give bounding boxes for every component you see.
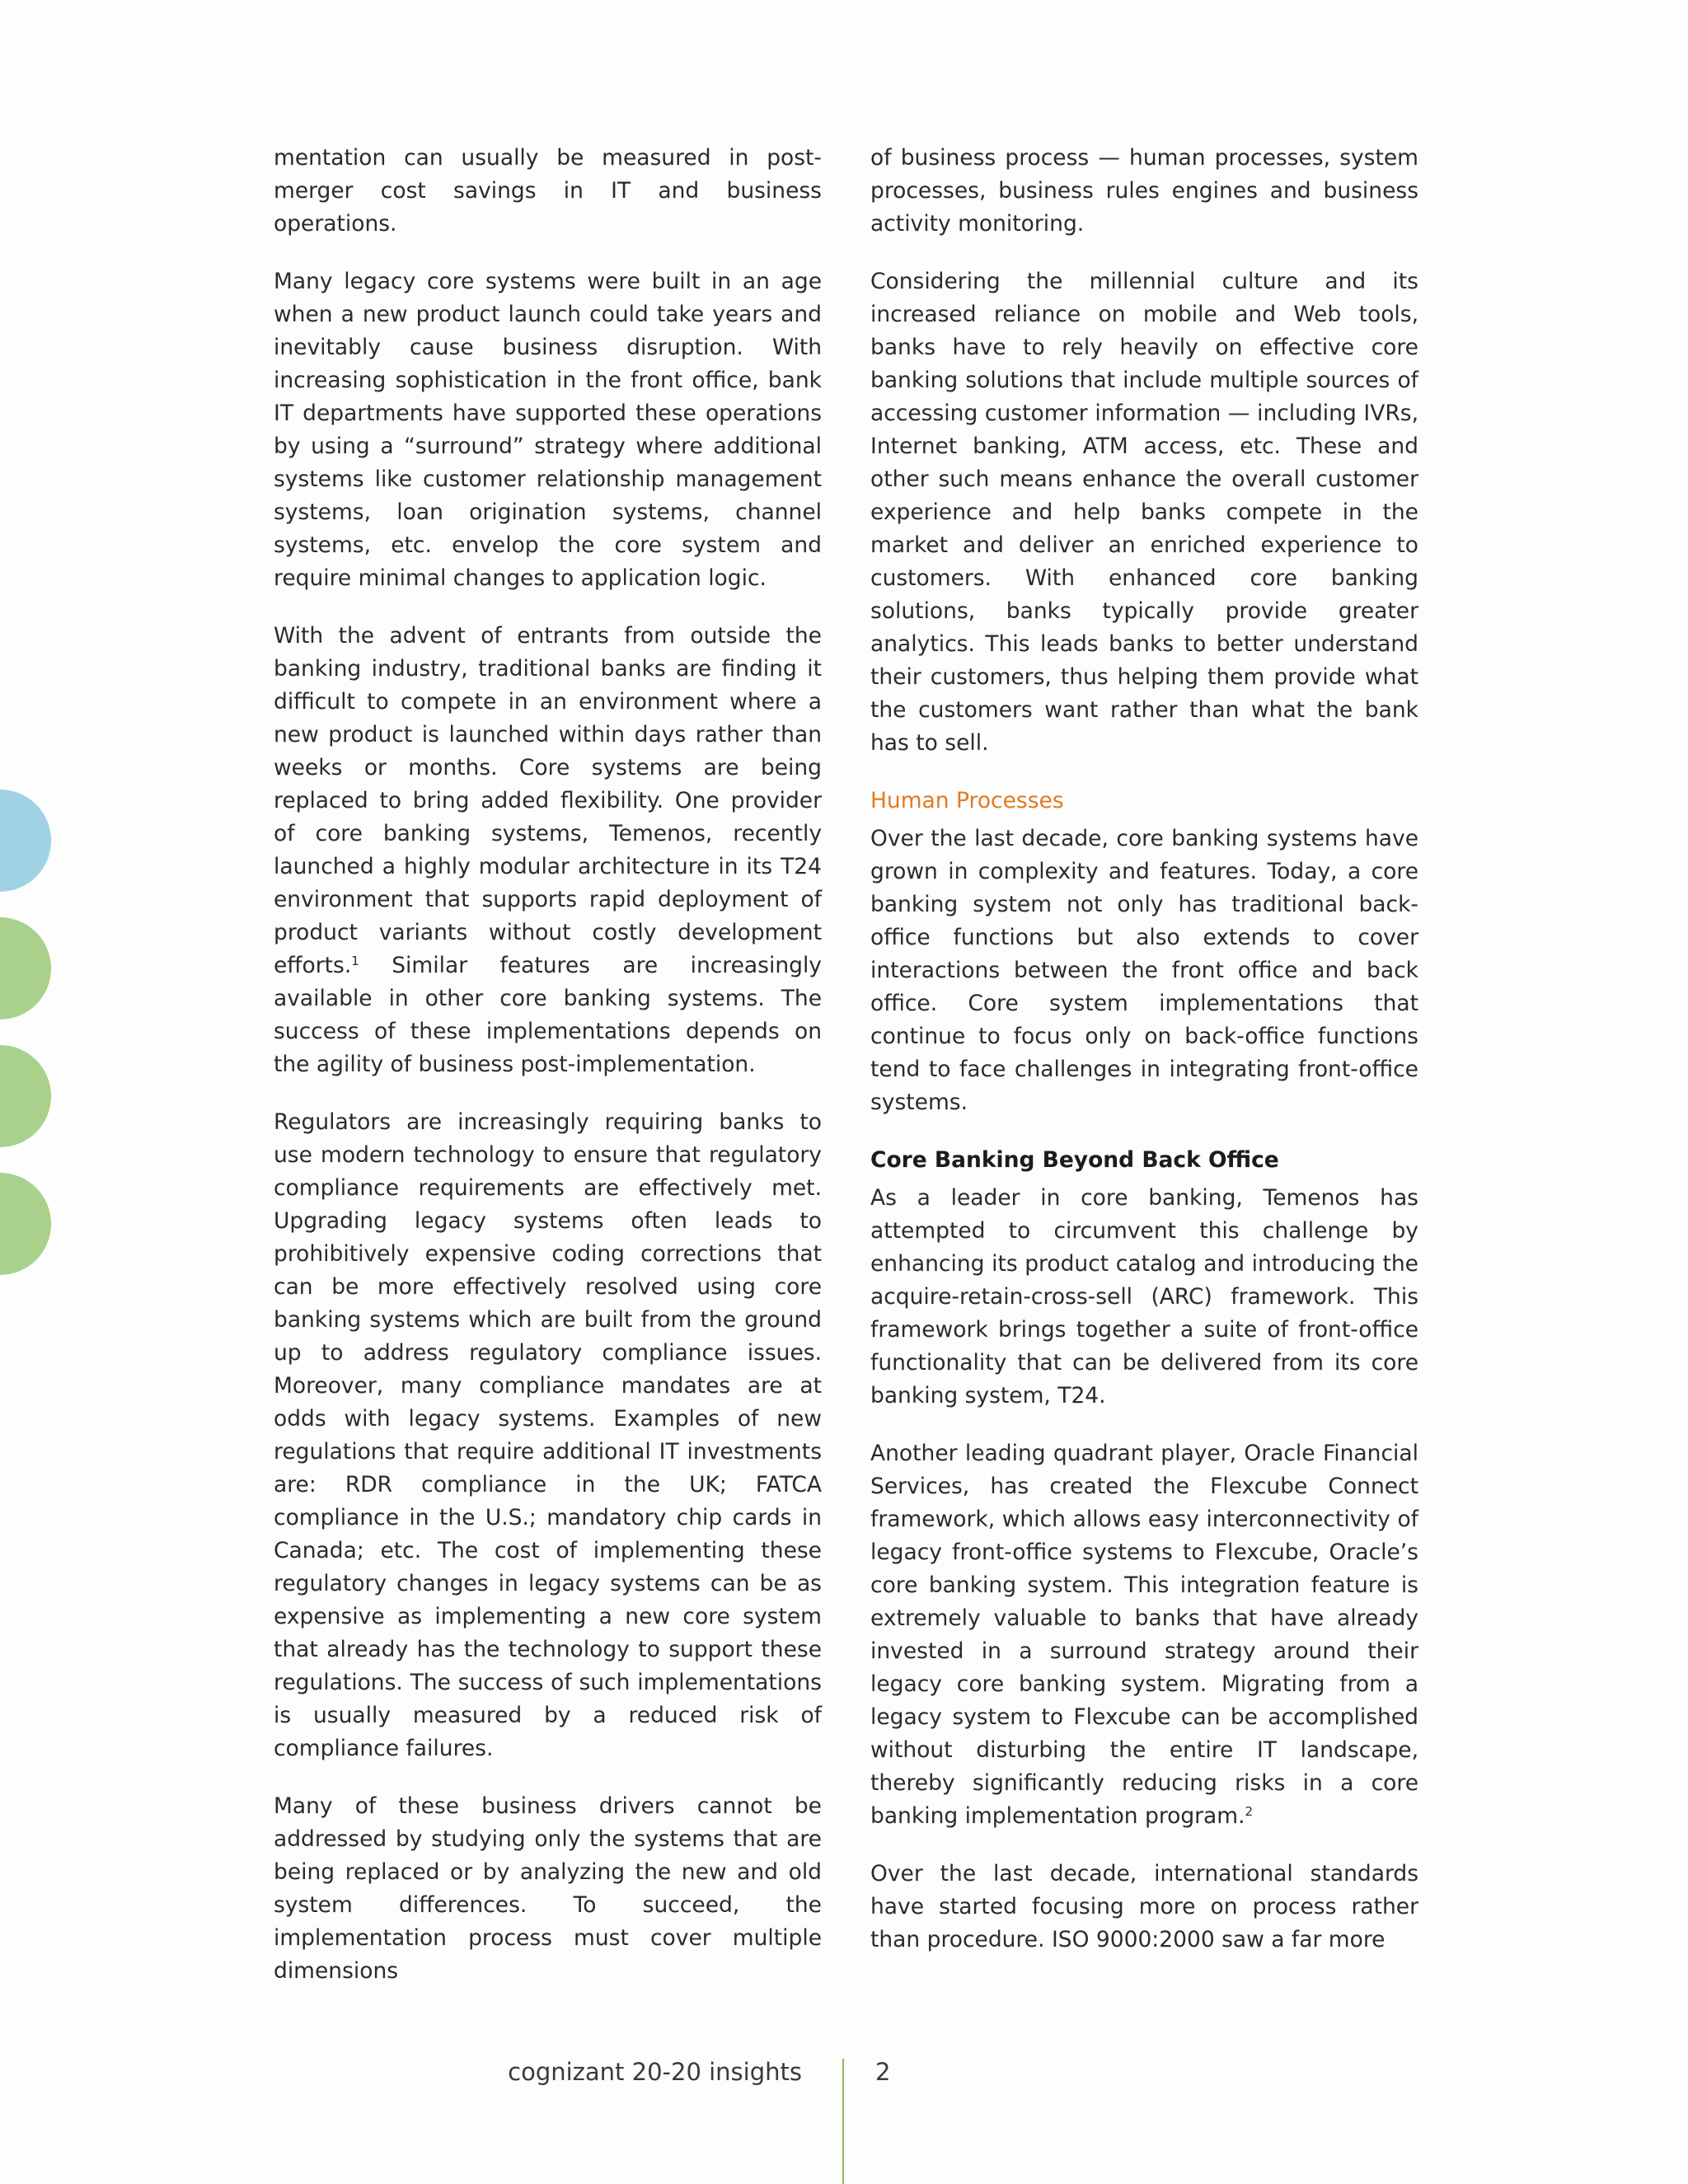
paragraph: Many legacy core systems were built in an age when a new product launch could take years and inevitably cause business disruption. With increasing sophistication in the front office, bank IT departments have supported these operations by using a “surround” strategy where additional systems like customer relationship management systems, loan origination systems, channel systems, etc. envelop the core system and require minimal changes to application logic.	[274, 269, 822, 591]
left-column	[274, 142, 822, 2013]
paragraph: Many of these business drivers cannot be addressed by studying only the systems that are being replaced or by analyzing the new and old system differences. To succeed, the implementation process must cover multiple dimensions	[274, 1793, 822, 1984]
right-column	[870, 142, 1418, 1981]
paragraph: of business process — human processes, system processes, business rules engines and business activity monitoring.	[870, 145, 1418, 237]
decorative-green-circle	[0, 917, 51, 1019]
footnote-reference: 2	[1245, 1804, 1254, 1819]
decorative-green-circle	[0, 1173, 51, 1275]
paragraph: mentation can usually be measured in post-merger cost savings in IT and business operations.	[274, 145, 822, 237]
section-heading: Human Processes	[870, 788, 1064, 813]
footer-divider	[842, 2059, 844, 2184]
paragraph: As a leader in core banking, Temenos has attempted to circumvent this challenge by enhancing its product catalog and introducing the acquire-retain-cross-sell (ARC) framework. This framework brings together a suite of front-office functionality that can be delivered from its core banking system, T24.	[870, 1185, 1418, 1408]
decorative-blue-circle	[0, 790, 51, 892]
paragraph	[870, 1437, 1418, 1833]
paragraph-text: With the advent of entrants from outside the banking industry, traditional banks are finding it difficult to compete in an environment where a new product is launched within days rather than weeks or months. Core systems are being replaced to bring added flexibility. One provider of core banking systems, Temenos, recently launched a highly modular architecture in its T24 environment that supports rapid deployment of product variants without costly development efforts.	[274, 623, 822, 978]
paragraph: Considering the millennial culture and its increased reliance on mobile and Web tools, banks have to rely heavily on effective core banking solutions that include multiple sources of accessing customer information — including IVRs, Internet banking, ATM access, etc. These and other such means enhance the overall customer experience and help banks compete in the market and deliver an enriched experience to customers. With enhanced core banking solutions, banks typically provide greater analytics. This leads banks to better understand their customers, thus helping them provide what the customers want rather than what the bank has to sell.	[870, 269, 1418, 756]
paragraph	[274, 620, 822, 1081]
paragraph: Over the last decade, core banking systems have grown in complexity and features. Today, a core banking system not only has traditional back-office functions but also extends to cover interactions between the front office and back office. Core system implementations that continue to focus only on back-office functions tend to face challenges in integrating front-office systems.	[870, 826, 1418, 1115]
subsection-heading: Core Banking Beyond Back Office	[870, 1147, 1279, 1173]
footnote-reference: 1	[351, 954, 359, 968]
paragraph-text: Another leading quadrant player, Oracle Financial Services, has created the Flexcube Connect framework, which allows easy interconnectivity of legacy front-office systems to Flexcube, Oracle’s core banking system. This integration feature is extremely valuable to banks that have already invested in a surround strategy around their legacy core banking system. Migrating from a legacy system to Flexcube can be accomplished without disturbing the entire IT landscape, thereby significantly reducing risks in a core banking implementation program.	[870, 1441, 1418, 1829]
paragraph: Regulators are increasingly requiring banks to use modern technology to ensure that regulatory compliance requirements are effectively met. Upgrading legacy systems often leads to prohibitively expensive coding corrections that can be more effectively resolved using core banking systems which are built from the ground up to address regulatory compliance issues. Moreover, many compliance mandates are at odds with legacy systems. Examples of new regulations that require additional IT investments are: RDR compliance in the UK; FATCA compliance in the U.S.; mandatory chip cards in Canada; etc. The cost of implementing these regulatory changes in legacy systems can be as expensive as implementing a new core system that already has the technology to support these regulations. The success of such implementations is usually measured by a reduced risk of compliance failures.	[274, 1109, 822, 1761]
paragraph-text: Similar features are increasingly available in other core banking systems. The success of these implementations depends on the agility of business post-implementation.	[274, 953, 822, 1077]
paragraph: Over the last decade, international standards have started focusing more on process rather than procedure. ISO 9000:2000 saw a far more	[870, 1861, 1418, 1952]
decorative-green-circle	[0, 1045, 51, 1147]
page-number: 2	[875, 2058, 891, 2086]
footer-publication: cognizant 20-20 insights	[508, 2058, 802, 2086]
